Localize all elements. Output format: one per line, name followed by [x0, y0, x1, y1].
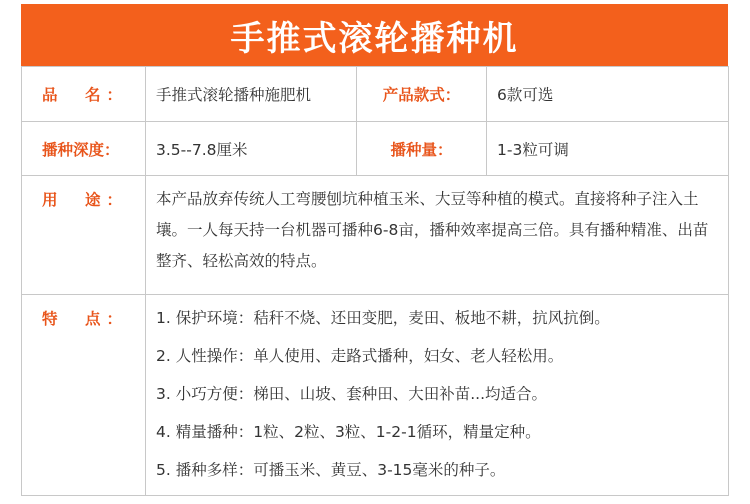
- feature-item: 4. 精量播种：1粒、2粒、3粒、1-2-1循环，精量定种。: [156, 423, 541, 441]
- feature-item: 3. 小巧方便：梯田、山坡、套种田、大田补苗...均适合。: [156, 385, 547, 403]
- features-label: 特 点：: [42, 310, 122, 328]
- feature-item: 1. 保护环境：秸秆不烧、还田变肥，麦田、板地不耕，抗风抗倒。: [156, 309, 610, 327]
- features-label-cell: [22, 295, 146, 496]
- spec-table: [21, 66, 729, 496]
- name-value: 手推式滚轮播种施肥机: [146, 67, 357, 122]
- usage-text: 本产品放弃传统人工弯腰刨坑种植玉米、大豆等种植的模式。直接将种子注入土壤。一人每天持一台机器可播种6-8亩，播种效率提高三倍。具有播种精准、出苗整齐、轻松高效的特点。: [146, 176, 729, 295]
- page-title: 手推式滚轮播种机: [230, 18, 519, 59]
- table-row: [22, 176, 729, 295]
- style-value: 6款可选: [487, 67, 729, 122]
- depth-label: 播种深度：: [22, 122, 146, 176]
- usage-label-cell: [22, 176, 146, 295]
- style-label: 产品款式：: [357, 67, 487, 122]
- feature-item: 2. 人性操作：单人使用、走路式播种，妇女、老人轻松用。: [156, 347, 564, 365]
- name-label-cell: [22, 67, 146, 122]
- table-row: [22, 67, 729, 122]
- title-banner: [21, 4, 728, 66]
- amount-label: 播种量：: [357, 122, 487, 176]
- features-list: [146, 295, 729, 496]
- table-row: [22, 295, 729, 496]
- depth-value: 3.5--7.8厘米: [146, 122, 357, 176]
- name-label: 品 名：: [42, 86, 122, 104]
- table-row: [22, 122, 729, 176]
- amount-value: 1-3粒可调: [487, 122, 729, 176]
- feature-item: 5. 播种多样：可播玉米、黄豆、3-15毫米的种子。: [156, 461, 506, 479]
- usage-label: 用 途：: [42, 191, 122, 209]
